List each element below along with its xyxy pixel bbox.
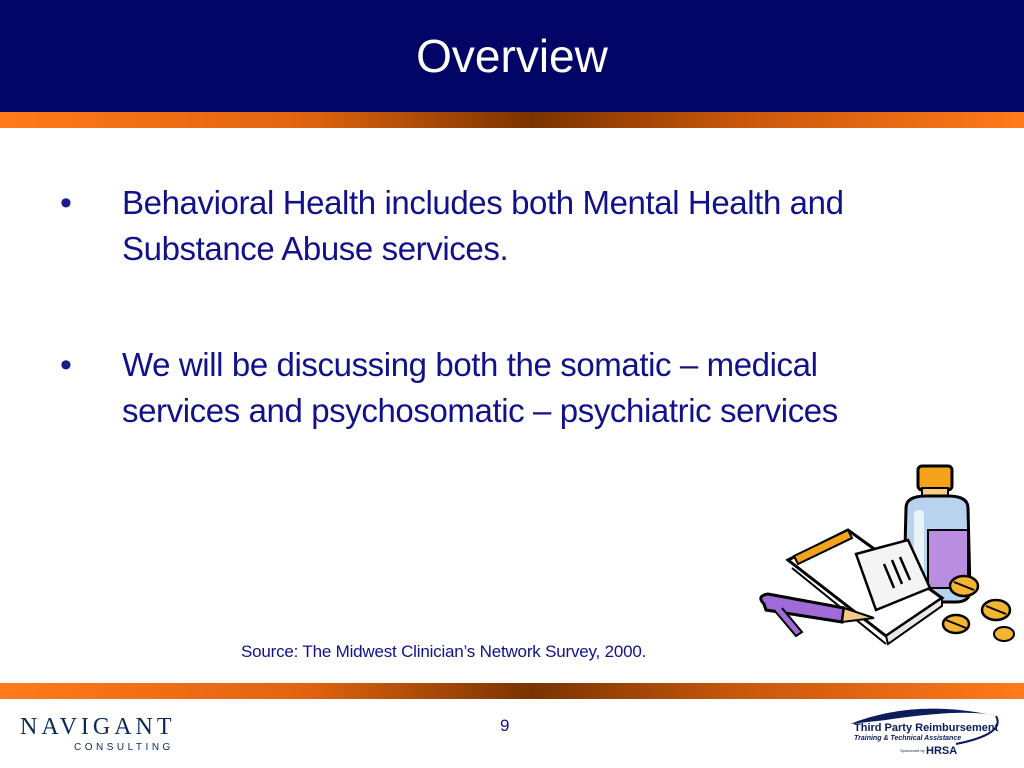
logo-tagline: CONSULTING (74, 742, 174, 753)
slide-title: Overview (416, 30, 608, 82)
bullet-text: Behavioral Health includes both Mental Health and Substance Abuse services. (122, 184, 844, 267)
source-citation: Source: The Midwest Clinician’s Network Survey, 2000. (241, 642, 647, 661)
top-accent-stripe (0, 112, 1024, 128)
logo-title: Third Party Reimbursement (854, 722, 999, 734)
third-party-reimbursement-logo (846, 704, 1004, 764)
bullet-marker: • (60, 184, 72, 222)
logo-swoosh-icon (846, 704, 1004, 764)
page-number: 9 (500, 716, 510, 735)
bullet-marker: • (60, 346, 72, 384)
logo-org: HRSA (926, 745, 958, 757)
bullet-text: We will be discussing both the somatic – medical services and psychosomatic – psychiatric services (122, 346, 838, 429)
logo-wordmark: NAVIGANT (20, 714, 176, 740)
logo-sponsor: Sponsored by (900, 748, 925, 753)
medicine-clipart-icon (756, 460, 1016, 660)
logo-subtitle: Training & Technical Assistance (854, 735, 962, 742)
bottom-accent-stripe (0, 683, 1024, 699)
navigant-consulting-logo (14, 712, 184, 758)
